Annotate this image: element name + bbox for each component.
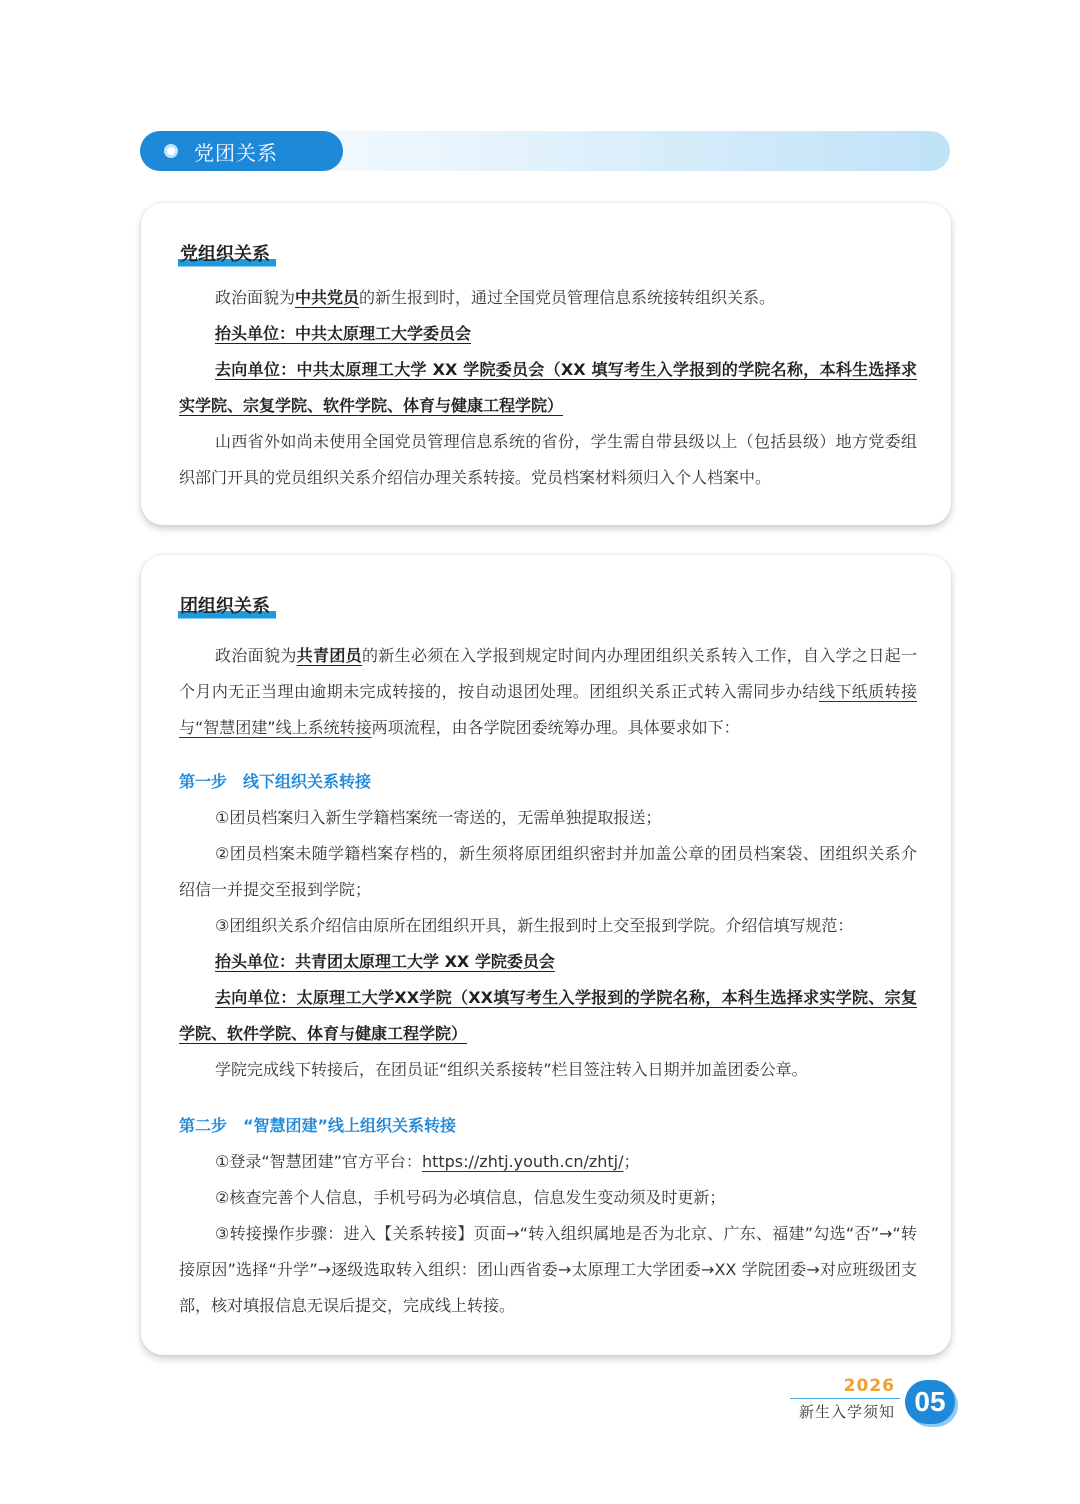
party-dest-unit: 去向单位：中共太原理工大学 XX 学院委员会（XX 填写考生入学报到的学院名称，本科生选择求实学院、宗复学院、软件学院、体育与健康工程学院） [179, 360, 917, 415]
page-number-badge: 05 [905, 1380, 955, 1424]
step1-item3: ③团组织关系介绍信由原所在团组织开具，新生报到时上交至报到学院。介绍信填写规范： [215, 916, 854, 935]
section-banner [140, 131, 343, 171]
league-intro-a: 政治面貌为 [215, 646, 297, 665]
party-heading: 党组织关系 [178, 240, 276, 268]
step1-body [179, 800, 917, 1088]
league-member-term: 共青团员 [296, 646, 363, 665]
party-note: 山西省外如尚未使用全国党员管理信息系统的省份，学生需自带县级以上（包括县级）地方党委组织部门开具的党员组织关系介绍信办理关系转接。党员档案材料须归入个人档案中。 [179, 432, 917, 487]
party-body [179, 280, 917, 496]
section-title: 党团关系 [194, 140, 278, 165]
step1-after: 学院完成线下转接后，在团员证“组织关系接转”栏目签注转入日期并加盖团委公章。 [215, 1060, 808, 1079]
step1-item1: ①团员档案归入新生学籍档案统一寄送的，无需单独提取报送； [215, 808, 662, 827]
league-card [141, 555, 951, 1355]
league-process-term: 线下纸质转接与“智慧团建”线上系统转接 [179, 682, 917, 737]
party-intro-a: 政治面貌为 [215, 288, 296, 307]
step1-item2: ②团员档案未随学籍档案存档的，新生须将原团组织密封并加盖公章的团员档案袋、团组织关系介绍信一并提交至报到学院； [179, 844, 917, 899]
zhtj-link[interactable]: https://zhtj.youth.cn/zhtj/ [421, 1152, 624, 1171]
step2-item3: ③转接操作步骤：进入【关系转接】页面→“转入组织属地是否为北京、广东、福建”勾选“否”→“转接原因”选择“升学”→逐级选取转入组织：团山西省委→太原理工大学团委→XX 学院团委→对应班级团支部，核对填报信息无误后提交，完成线上转接。 [179, 1224, 917, 1315]
step2-item1 [179, 1144, 917, 1180]
league-heading: 团组织关系 [178, 592, 276, 620]
party-member-term: 中共党员 [295, 288, 360, 307]
league-intro [179, 638, 917, 746]
party-header-unit: 抬头单位：中共太原理工大学委员会 [215, 324, 472, 343]
league-intro-c: 的新生必须在入学报到规定时间内办理团组织关系转入工作，自入学之日起一个月内无正当理由逾期未完成转接的，按自动退团处理。团组织关系正式转入需同步办结 [179, 646, 917, 701]
league-dest-unit: 去向单位：太原理工大学XX学院（XX填写考生入学报到的学院名称，本科生选择求实学院、宗复学院、软件学院、体育与健康工程学院） [179, 988, 917, 1043]
party-intro-c: 的新生报到时，通过全国党员管理信息系统接转组织关系。 [359, 288, 776, 307]
party-card [141, 203, 951, 525]
league-intro-e: 两项流程，由各学院团委统筹办理。具体要求如下： [371, 718, 740, 737]
footer-divider [790, 1398, 900, 1399]
step2-item2: ②核查完善个人信息，手机号码为必填信息，信息发生变动须及时更新； [215, 1188, 726, 1207]
step2-title: 第二步 “智慧团建”线上组织关系转接 [179, 1116, 457, 1135]
league-header-unit: 抬头单位：共青团太原理工大学 XX 学院委员会 [215, 952, 555, 971]
party-intro [179, 280, 917, 316]
step2-body [179, 1144, 917, 1324]
dot-icon [164, 144, 178, 158]
step1-title: 第一步 线下组织关系转接 [179, 772, 372, 791]
step2-item1-end: ； [623, 1152, 640, 1171]
step2-item1-label: ①登录“智慧团建”官方平台： [215, 1152, 422, 1171]
footer-title: 新生入学须知 [798, 1403, 895, 1421]
footer-year: 2026 [843, 1376, 895, 1396]
